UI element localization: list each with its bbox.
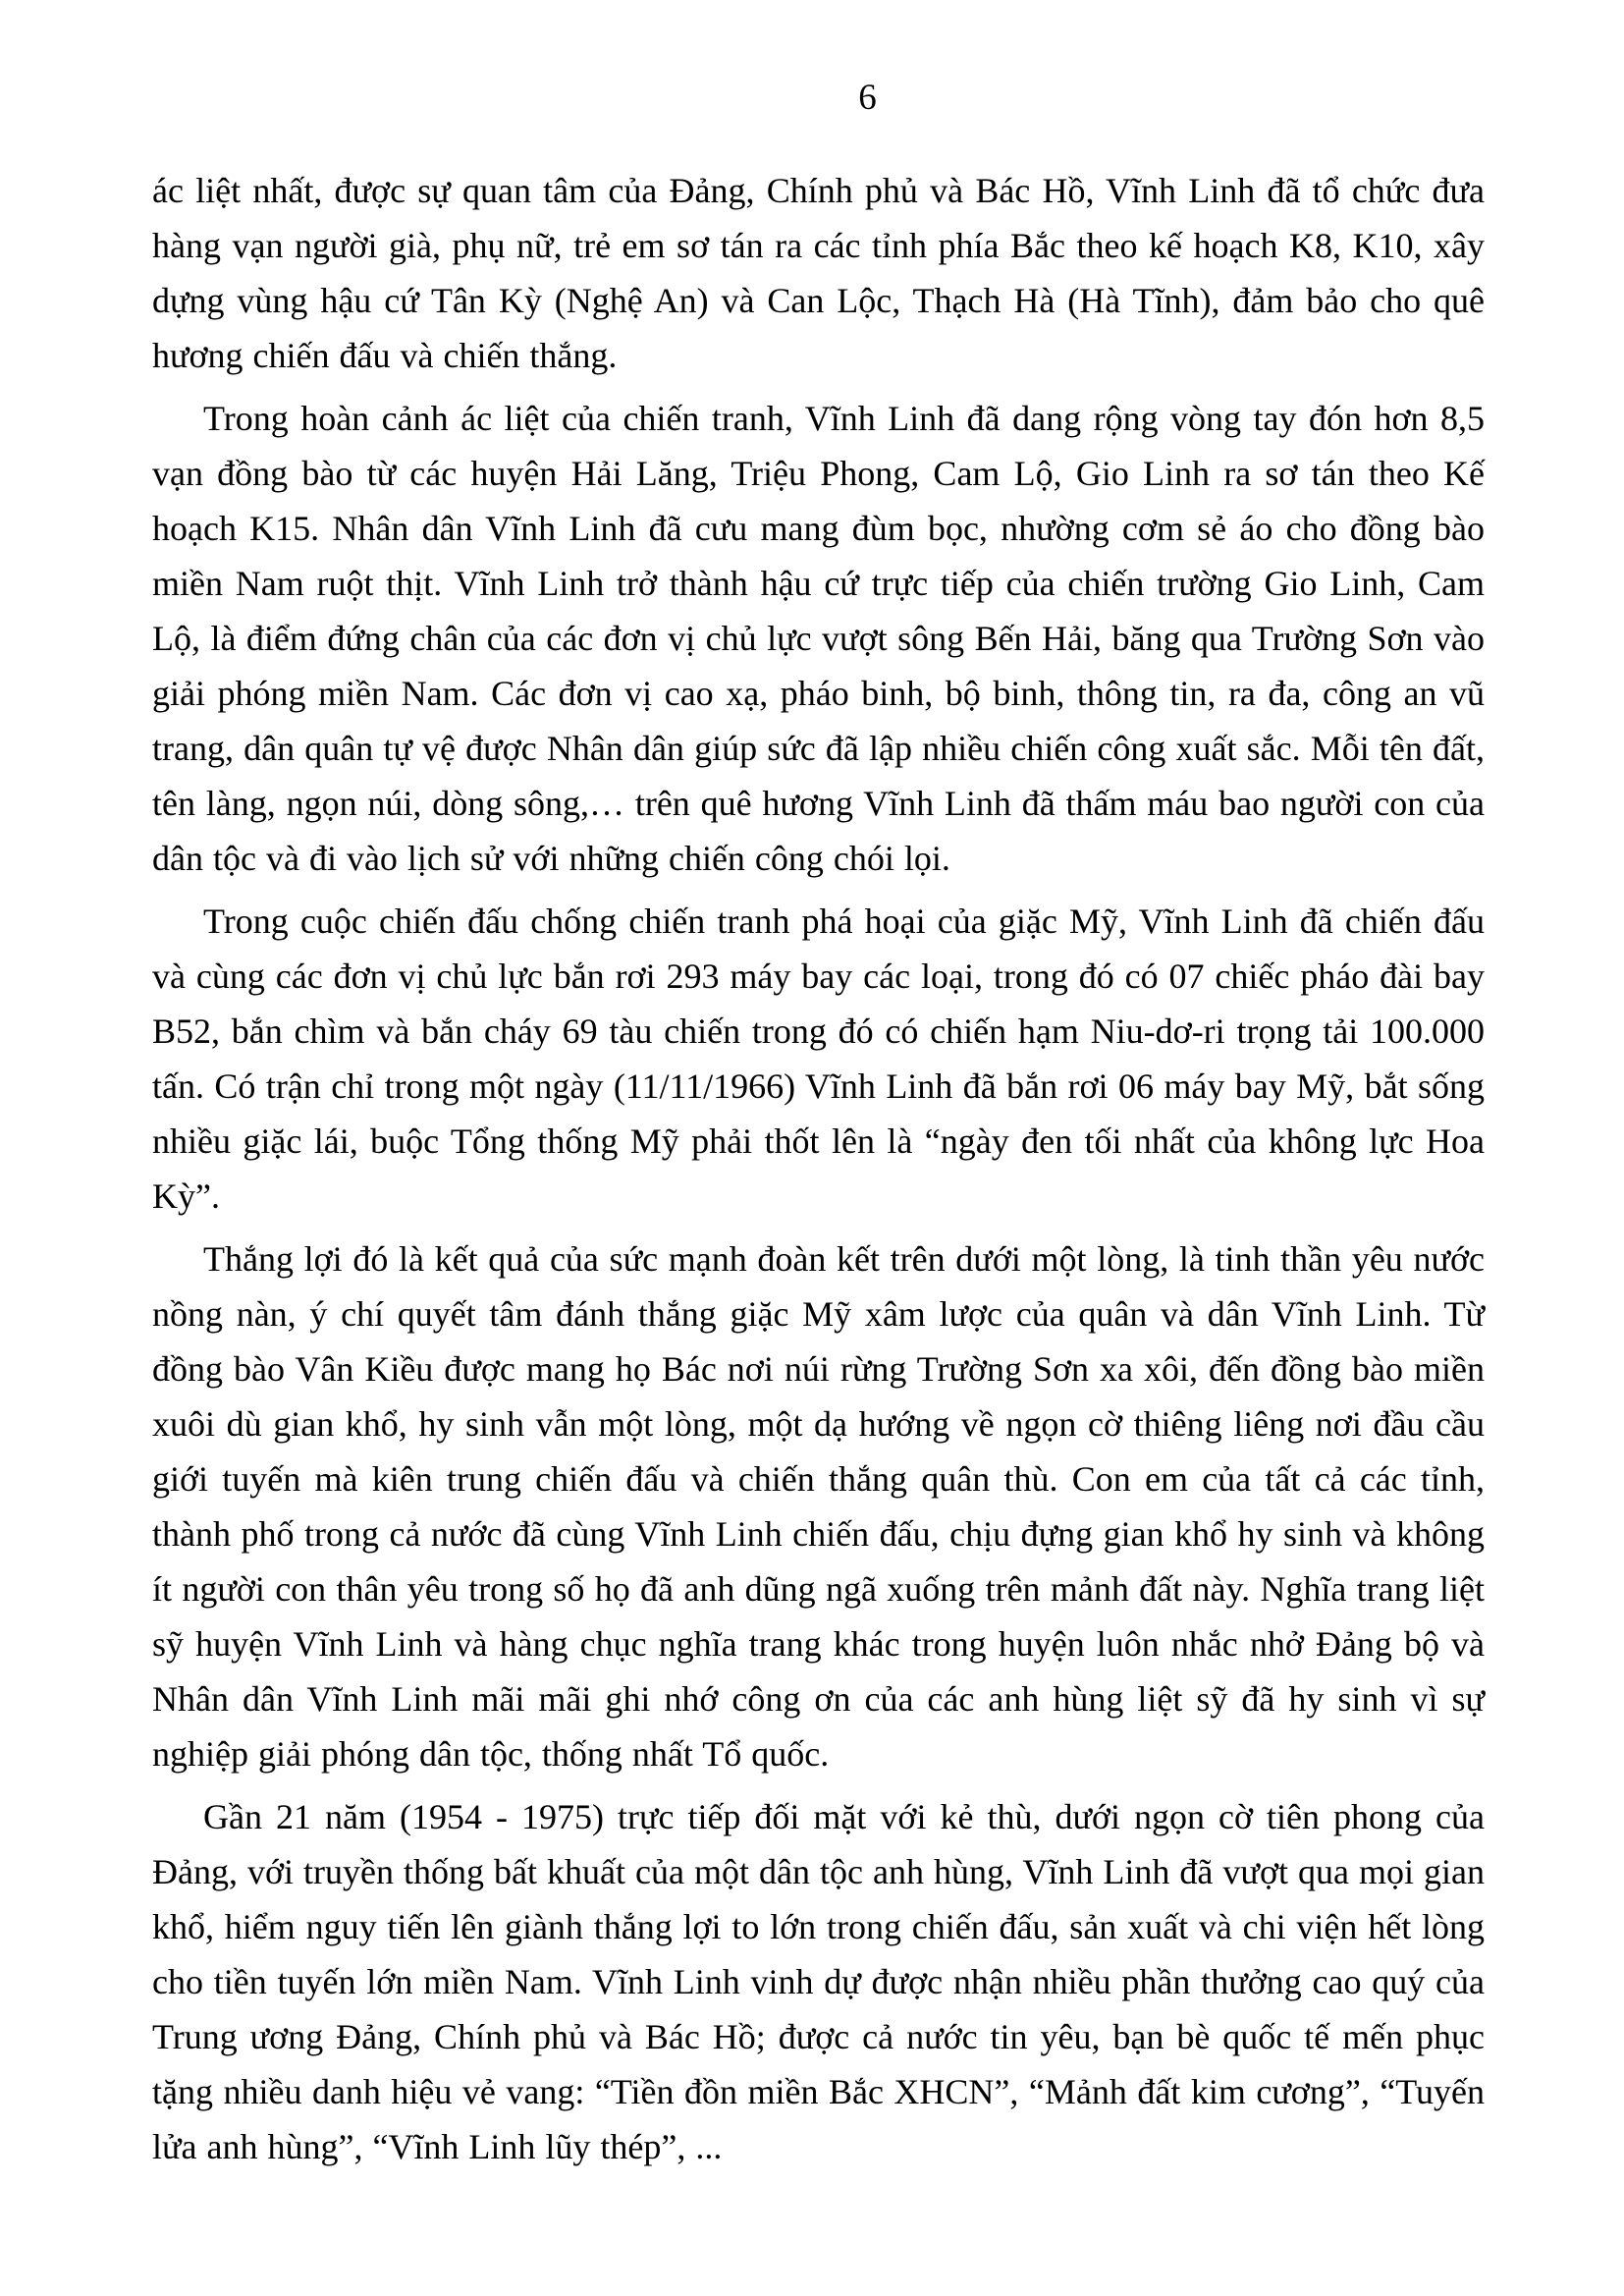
- paragraph: Trong hoàn cảnh ác liệt của chiến tranh, Vĩnh Linh đã dang rộng vòng tay đón hơn 8,5 vạn đồng bào từ các huyện Hải Lăng, Triệu Phong, Cam Lộ, Gio Linh ra sơ tán theo Kế hoạch K15. Nhân dân Vĩnh Linh đã cưu mang đùm bọc, nhường cơm sẻ áo cho đồng bào miền Nam ruột thịt. Vĩnh Linh trở thành hậu cứ trực tiếp của chiến trường Gio Linh, Cam Lộ, là điểm đứng chân của các đơn vị chủ lực vượt sông Bến Hải, băng qua Trường Sơn vào giải phóng miền Nam. Các đơn vị cao xạ, pháo binh, bộ binh, thông tin, ra đa, công an vũ trang, dân quân tự vệ được Nhân dân giúp sức đã lập nhiều chiến công xuất sắc. Mỗi tên đất, tên làng, ngọn núi, dòng sông,… trên quê hương Vĩnh Linh đã thấm máu bao người con của dân tộc và đi vào lịch sử với những chiến công chói lọi.: [152, 399, 1485, 878]
- paragraph: Gần 21 năm (1954 - 1975) trực tiếp đối mặt với kẻ thù, dưới ngọn cờ tiên phong của Đảng, với truyền thống bất khuất của một dân tộc anh hùng, Vĩnh Linh đã vượt qua mọi gian khổ, hiểm nguy tiến lên giành thắng lợi to lớn trong chiến đấu, sản xuất và chi viện hết lòng cho tiền tuyến lớn miền Nam. Vĩnh Linh vinh dự được nhận nhiều phần thưởng cao quý của Trung ương Đảng, Chính phủ và Bác Hồ; được cả nước tin yêu, bạn bè quốc tế mến phục tặng nhiều danh hiệu vẻ vang: “Tiền đồn miền Bắc XHCN”, “Mảnh đất kim cương”, “Tuyến lửa anh hùng”, “Vĩnh Linh lũy thép”, ...: [152, 1797, 1485, 2166]
- page-number: 6: [858, 78, 877, 118]
- paragraph: Thắng lợi đó là kết quả của sức mạnh đoàn kết trên dưới một lòng, là tinh thần yêu nước nồng nàn, ý chí quyết tâm đánh thắng giặc Mỹ xâm lược của quân và dân Vĩnh Linh. Từ đồng bào Vân Kiều được mang họ Bác nơi núi rừng Trường Sơn xa xôi, đến đồng bào miền xuôi dù gian khổ, hy sinh vẫn một lòng, một dạ hướng về ngọn cờ thiêng liêng nơi đầu cầu giới tuyến mà kiên trung chiến đấu và chiến thắng quân thù. Con em của tất cả các tỉnh, thành phố trong cả nước đã cùng Vĩnh Linh chiến đấu, chịu đựng gian khổ hy sinh và không ít người con thân yêu trong số họ đã anh dũng ngã xuống trên mảnh đất này. Nghĩa trang liệt sỹ huyện Vĩnh Linh và hàng chục nghĩa trang khác trong huyện luôn nhắc nhở Đảng bộ và Nhân dân Vĩnh Linh mãi mãi ghi nhớ công ơn của các anh hùng liệt sỹ đã hy sinh vì sự nghiệp giải phóng dân tộc, thống nhất Tổ quốc.: [152, 1239, 1485, 1774]
- document-body: [152, 163, 1485, 2174]
- paragraph: ác liệt nhất, được sự quan tâm của Đảng, Chính phủ và Bác Hồ, Vĩnh Linh đã tổ chức đưa hàng vạn người già, phụ nữ, trẻ em sơ tán ra các tỉnh phía Bắc theo kế hoạch K8, K10, xây dựng vùng hậu cứ Tân Kỳ (Nghệ An) và Can Lộc, Thạch Hà (Hà Tĩnh), đảm bảo cho quê hương chiến đấu và chiến thắng.: [152, 171, 1485, 375]
- paragraph: Trong cuộc chiến đấu chống chiến tranh phá hoại của giặc Mỹ, Vĩnh Linh đã chiến đấu và cùng các đơn vị chủ lực bắn rơi 293 máy bay các loại, trong đó có 07 chiếc pháo đài bay B52, bắn chìm và bắn cháy 69 tàu chiến trong đó có chiến hạm Niu-dơ-ri trọng tải 100.000 tấn. Có trận chỉ trong một ngày (11/11/1966) Vĩnh Linh đã bắn rơi 06 máy bay Mỹ, bắt sống nhiều giặc lái, buộc Tổng thống Mỹ phải thốt lên là “ngày đen tối nhất của không lực Hoa Kỳ”.: [152, 902, 1485, 1216]
